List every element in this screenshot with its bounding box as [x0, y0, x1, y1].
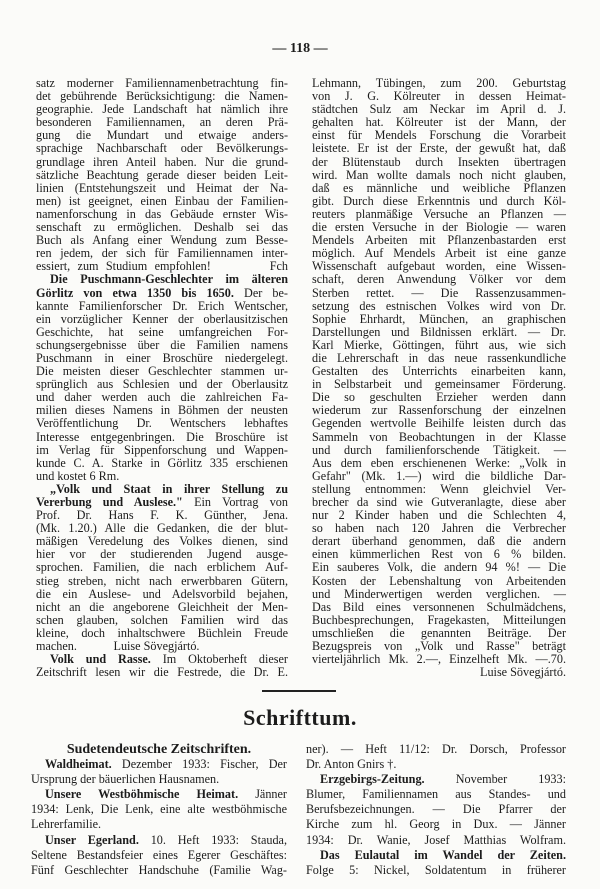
text-line	[306, 848, 566, 863]
line-text: ner). — Heft 11/12: Dr. Dorsch, Professor	[306, 742, 566, 756]
line-text: Seltene Bestandsfeier eines Egerer Geschäftes:	[31, 847, 287, 862]
line-text: schen glauben, solchen Familien wird das	[36, 612, 288, 627]
text-line	[306, 742, 566, 757]
line-text: möglich. Auf Mendels Arbeit ist eine ganze	[312, 246, 566, 261]
line-text: umschließen die genannten Beiträge. Der	[312, 625, 566, 640]
line-text: Gefahr" (Mk. 1.—) wird die bildliche Dar-	[312, 468, 566, 483]
line-text: Berufsbezeichnungen. — Die Pfarrer der	[306, 802, 566, 817]
line-text: kannte Familienforscher Dr. Erich Wentscher,	[36, 298, 288, 313]
line-text: Sophie Ehrhardt, München, an graphischen	[312, 311, 566, 326]
line-text: Wissenschaft aufgebaut worden, eine Wissen-	[312, 259, 566, 274]
line-text: Kirche zum hl. Georg in Dux. — Jänner	[306, 817, 566, 832]
line-text: Lehrerfamilie.	[31, 817, 102, 832]
bold-title: Die Puschmann-Geschlechter im älteren	[50, 272, 288, 287]
line-text: kunde C. A. Starke in Görlitz 335 erschienen	[36, 455, 288, 470]
bold-title: Unsere Westböhmische Heimat.	[45, 787, 239, 802]
bold-title: Erzgebirgs-Zeitung.	[320, 772, 425, 787]
section-divider	[262, 690, 336, 692]
line-text: Darstellungen und Bildnissen erklärt. — Dr.	[312, 324, 566, 339]
line-text: sprünglich aus Schlesien und der Oberlausitz	[36, 377, 288, 392]
text-line	[31, 772, 287, 787]
line-text: Kosten der Lebenshaltung von Arbeitenden	[312, 573, 566, 588]
line-text: nur 2 Kinder haben und die Schlechten 4,	[312, 508, 566, 523]
line-text: Gegenden wertvolle Beihilfe leisten durch das	[312, 416, 566, 431]
line-text: Bezugspreis von „Volk und Rasse" beträgt	[312, 639, 566, 654]
line-text: Ursprung der bäuerlichen Hausnamen.	[31, 772, 220, 787]
line-text: 10. Heft 1933: Stauda,	[138, 832, 288, 847]
line-text: hier vor der studierenden Jugend ausge-	[36, 547, 288, 562]
text-line	[306, 787, 566, 802]
line-text: Puschmann in einer Broschüre niedergelegt.	[36, 350, 288, 365]
line-text: Dr. Anton Gnirs †.	[306, 757, 397, 772]
text-line	[31, 817, 287, 832]
line-text: essiert, zum Studium empfohlen! Fch	[36, 259, 288, 274]
line-text: Ein Vortrag von	[182, 495, 288, 509]
line-text: Die meisten dieser Geschlechter stammen ur-	[36, 364, 288, 379]
line-text: Aus dem eben erschienenen Werke: „Volk in	[312, 455, 566, 470]
bold-title: Unser Egerland.	[45, 832, 139, 847]
line-text: Veröffentlichung Dr. Wentschers lebhaftes	[36, 416, 288, 431]
left-column	[36, 77, 288, 679]
line-text: im Verlag für Sippenforschung und Wappen-	[36, 442, 288, 457]
line-text: setzung des estnischen Volkes wird von Dr.	[312, 298, 566, 313]
bottom-left-column	[31, 742, 287, 878]
text-line	[306, 802, 566, 817]
line-text: stieg streben, nicht nach erwerbbaren Gütern,	[36, 573, 288, 588]
line-text: sätzliche Beachtung gerade dieser beiden Leit-	[36, 167, 288, 182]
text-line	[312, 666, 566, 679]
line-text: und durch familienforschende Tätigkeit. —	[312, 442, 566, 457]
line-text: die ein Auslese- und Adelsvorbild bejahen,	[36, 586, 288, 601]
line-text: Luise Sövegjártó.	[480, 665, 566, 680]
text-line	[31, 833, 287, 848]
line-text: reuters planmäßige Versuche an Pflanzen —	[312, 206, 566, 221]
bold-title: „Volk und Staat in ihrer Stellung zu	[50, 481, 288, 496]
line-text: (Mk. 1.20.) Alle die Gedanken, die der blut-	[36, 521, 288, 536]
line-text: gibt. Durch diese Erkenntnis und durch Köl-	[312, 193, 566, 208]
line-text: Zeitschrift lesen wir die Festrede, die Dr. E.	[36, 665, 288, 680]
line-text: Fünf Geschlechter Handschuhe (Familie Wag-	[31, 862, 287, 877]
line-text: geographie. Jede Landschaft hat nämlich ihre	[36, 102, 288, 117]
text-line	[306, 863, 566, 878]
line-text: Interesse entgegenbringen. Die Broschüre ist	[36, 429, 288, 444]
text-line	[31, 848, 287, 863]
line-text: kleine, doch inhaltschwere Büchlein Freude	[36, 625, 288, 640]
bold-title: Sudetendeutsche Zeitschriften.	[66, 742, 252, 757]
line-text: grundlage ihren Anteil haben. Nur die grund-	[36, 154, 288, 169]
right-column	[312, 77, 566, 679]
line-text: so haben nach 120 Jahren die Verbrecher	[312, 521, 566, 536]
line-text: brecher da sind wie Gutveranlagte, diese aber	[312, 495, 566, 509]
line-text: wird. Man wollte damals noch nicht glauben,	[312, 167, 566, 182]
line-text: November 1933:	[424, 772, 566, 787]
line-text: 1934: Lenk, Die Lenk, eine alte westböhmische	[31, 802, 287, 817]
line-text: senschaft zu ermöglichen. Deshalb sei das	[36, 220, 288, 235]
line-text: mäßigen Veredelung des Volkes dienen, sind	[36, 534, 288, 549]
line-text: Blumer, Familiennamen aus Standes- und	[306, 787, 566, 802]
line-text: nicht an die angeborene Gleichheit der Men-	[36, 599, 288, 614]
line-text: der Blütenstaub durch Insekten übertragen	[312, 154, 566, 169]
line-text: Im Oktoberheft dieser	[150, 652, 288, 667]
line-text: Lehmann, Tübingen, zum 200. Geburtstag	[312, 76, 566, 90]
line-text: leistete. Er ist der Erste, der gewußt hat, daß	[312, 141, 566, 156]
line-text: Geschichte, hat seine umfangreichen For-	[36, 324, 288, 339]
line-text: gehalten hat. Kölreuter ist der Mann, der	[312, 115, 566, 130]
line-text: gung die Mundart und etwaige anders-	[36, 128, 288, 143]
bottom-right-column	[306, 742, 566, 878]
bold-title: Volk und Rasse.	[50, 652, 151, 667]
line-text: Prof. Dr. Hans F. K. Günther, Jena.	[36, 508, 288, 523]
line-text: ein vorzüglicher Kenner der oberlausitzischen	[36, 311, 288, 326]
text-line	[31, 787, 287, 802]
line-text: und daher werden auch die zahlreichen Fa-	[36, 390, 288, 405]
line-text: Gestalten des Unterrichts einarbeiten kann,	[312, 364, 566, 379]
line-text: machen. Luise Sövegjártó.	[36, 639, 200, 654]
line-text: milien dieses Namens in Böhmen der neusten	[36, 403, 288, 418]
text-line	[31, 802, 287, 817]
line-text: wiederum zur Rassenforschung der einzelnen	[312, 403, 566, 418]
text-line	[31, 863, 287, 878]
line-text: Buch als Anfang einer Wendung zum Besse-	[36, 233, 288, 248]
line-text: einst für Mendels Forschung die Vorarbeit	[312, 128, 566, 143]
line-text: Folge 5: Nickel, Soldatentum in früherer	[306, 862, 566, 877]
line-text: Das Bild eines versonnenen Schulmädchens,	[312, 599, 566, 614]
bold-title: Waldheimat.	[45, 757, 112, 772]
text-line	[306, 833, 566, 848]
line-text: schaft, deren Anwendung Völker vor dem	[312, 272, 566, 287]
line-text: die Lehrerschaft in das neue rassenkundliche	[312, 350, 566, 365]
line-text: städtchen Sulz am Neckar im April d. J.	[312, 102, 566, 117]
line-text: ren jedem, der sich für Familiennamen inter-	[36, 246, 288, 261]
text-line	[306, 772, 566, 787]
line-text: men) ist geeignet, einen Einbau der Familien-	[36, 193, 288, 208]
line-text: daß es männliche und weibliche Pflanzen	[312, 180, 566, 195]
line-text: Sterben rettet. — Die Rassenzusammen-	[312, 285, 566, 300]
line-text: det gebührende Berücksichtigung: die Namen-	[36, 89, 288, 104]
line-text: Ein sauberes Volk, die andern 94 %! — Die	[312, 560, 566, 575]
line-text: Dezember 1933: Fischer, Der	[111, 757, 287, 772]
line-text: schungsergebnisse über die Familien namens	[36, 337, 288, 352]
line-text: linien (Entstehungszeit und Heimat der Na-	[36, 180, 288, 195]
line-text: sprochen. Familien, die nach erblichem Auf-	[36, 560, 288, 575]
line-text: Mendels Arbeiten mit Pflanzenbastarden erst	[312, 233, 566, 248]
line-text: derart überhand genommen, daß die andern	[312, 534, 566, 549]
page-number: — 118 —	[272, 41, 328, 56]
line-text: 1934: Dr. Wanie, Josef Matthias Wolfram.	[306, 832, 566, 847]
line-text: die ersten Versuche in der Biologie — waren	[312, 220, 566, 235]
line-text: Die so geschulten Erzieher werden dann	[312, 390, 566, 405]
text-line	[36, 666, 288, 679]
text-line	[31, 757, 287, 772]
line-text: einen kümmerlichen Rest von 6 % bilden.	[312, 547, 566, 562]
subsection-heading	[31, 742, 287, 757]
bold-title: Görlitz von etwa 1350 bis 1650.	[36, 285, 234, 300]
line-text: vierteljährlich Mk. 2.—, Einzelheft Mk. —.70.	[312, 652, 566, 667]
bold-title: Vererbung und Auslese."	[36, 495, 183, 509]
line-text: Jänner	[238, 787, 287, 802]
bold-title: Das Eulautal im Wandel der Zeiten.	[320, 847, 566, 862]
text-line	[306, 757, 566, 772]
line-text: Sammeln von Beobachtungen in der Klasse	[312, 429, 566, 444]
line-text: sprachige Nachbarschaft oder Bevölkerungs-	[36, 141, 288, 156]
line-text: von J. G. Kölreuter in dessen Heimat-	[312, 89, 566, 104]
line-text: satz moderner Familiennamenbetrachtung fin-	[36, 76, 288, 90]
line-text: stellung entnommen: Wenn gleichviel Ver-	[312, 481, 566, 496]
line-text: Karl Mierke, Göttingen, führt aus, wie sich	[312, 337, 566, 352]
line-text: in Selbstarbeit und gemeinsamer Förderung.	[312, 377, 566, 392]
line-text: Buchbesprechungen, Fragekasten, Mitteilungen	[312, 612, 566, 627]
line-text: Der be-	[233, 285, 288, 300]
section-heading: Schrifttum.	[243, 705, 357, 730]
line-text: besonderen Familiennamen, an deren Prä-	[36, 115, 288, 130]
line-text: und Minderwertigen werden verglichen. —	[312, 586, 566, 601]
line-text: namenforschung in das Gebäude ernster Wis-	[36, 206, 288, 221]
line-text: und kostet 6 Rm.	[36, 468, 120, 483]
text-line	[306, 817, 566, 832]
